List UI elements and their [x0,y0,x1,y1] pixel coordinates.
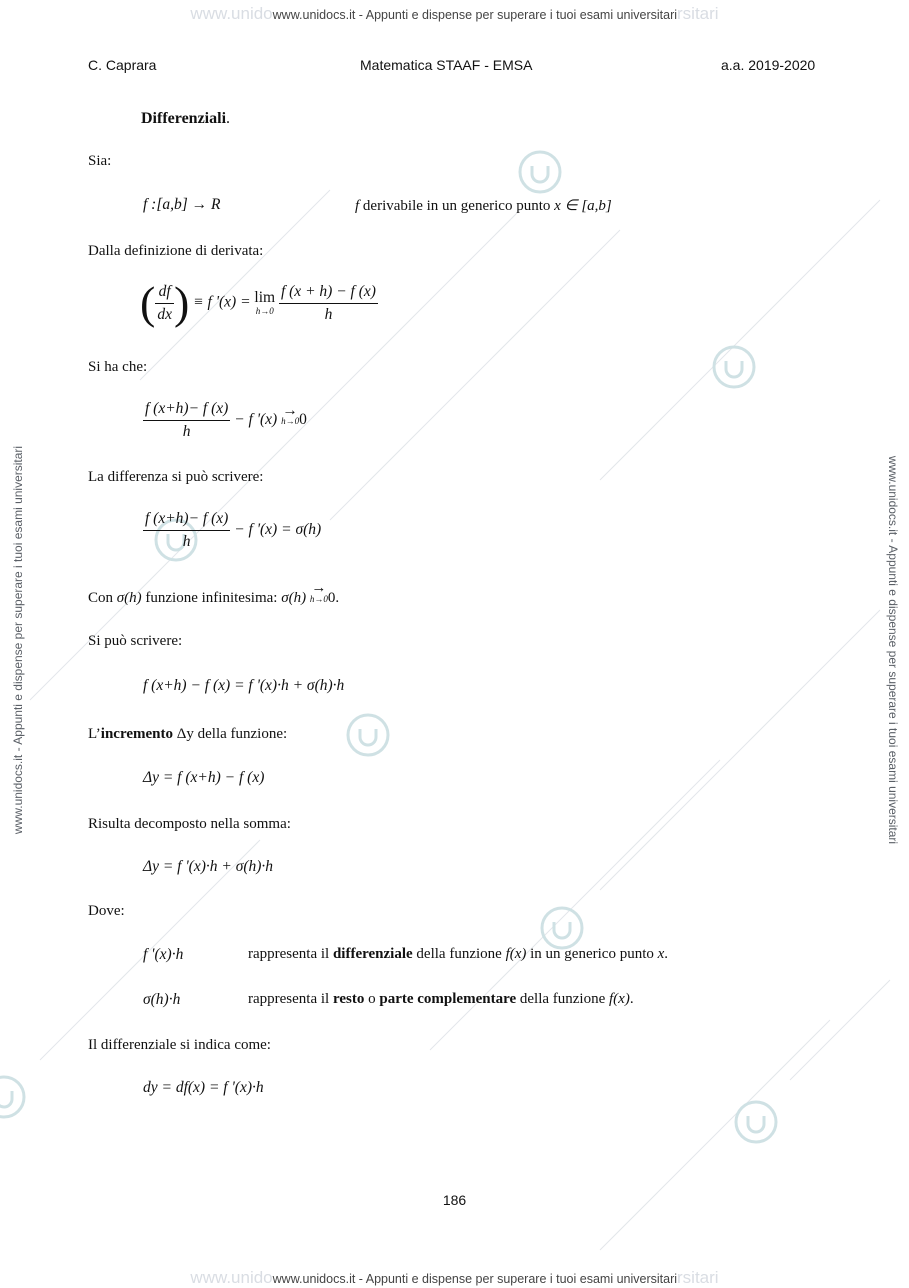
text-incremento: L’incremento Δy della funzione: [88,726,288,742]
formula-increment: f (x+h) − f (x) = f '(x)·h + σ(h)·h [143,677,345,694]
watermark-top [0,4,909,24]
decor-line [600,1020,830,1250]
watermark-logo-icon [736,1102,776,1142]
decor-line [600,610,880,890]
watermark-ghost-right: rsitari [677,1268,719,1287]
watermark-left: www.unidocs.it - Appunti e dispense per superare i tuoi esami universitari [11,445,25,835]
header-year: a.a. 2019-2020 [721,57,816,73]
decor-line [600,200,880,480]
text-resto-def: rappresenta il resto o parte complementare della funzione f(x). [248,991,634,1007]
watermark-text: www.unidocs.it - Appunti e dispense per superare i tuoi esami universitari [272,8,678,22]
page-number: 186 [442,1192,467,1208]
text-si-puo-scrivere: Si può scrivere: [88,633,183,649]
text-dove: Dove: [88,903,125,919]
watermark-ghost-left: www.unido [190,1268,273,1287]
text-si-ha-che: Si ha che: [88,359,148,375]
text-dalla-definizione: Dalla definizione di derivata: [88,243,264,259]
watermark-text: www.unidocs.it - Appunti e dispense per superare i tuoi esami universitari [272,1272,678,1286]
fraction-difference-quotient: $\frac{f (x + h) - f (x)}{h}$ [280,282,376,323]
watermark-bottom [0,1268,909,1288]
watermark-right: www.unidocs.it - Appunti e dispense per superare i tuoi esami universitari [886,455,900,845]
fraction-df-dx: $\frac{df}{dx}$ [157,282,172,323]
text-sia: Sia: [88,153,112,169]
header-author: C. Caprara [88,57,157,73]
watermark-logo-icon [520,152,560,192]
text-la-differenza: La differenza si può scrivere: [88,469,264,485]
section-title: Differenziali. [141,110,231,127]
text-il-differenziale: Il differenziale si indica come: [88,1037,271,1053]
text-differenziale-def: rappresenta il differenziale della funzione f(x) in un generico punto x. [248,946,669,962]
text-con-sigma: Con σ(h) funzione infinitesima: σ(h) → h→0 0. [88,580,340,606]
formula-delta-y-definition: Δy = f (x+h) − f (x) [143,769,265,786]
header-course: Matematica STAAF - EMSA [360,57,533,73]
formula-derivative-definition: ( $\frac{df}{dx}$ ) ≡ f '(x) = lim h→0 $\frac{f (x + h) - f (x)}{h}$ [140,277,376,328]
formula-fprime-h: f '(x)·h [143,946,184,963]
watermark-ghost-right: rsitari [677,4,719,23]
watermark-logo-icon [348,715,388,755]
text-risulta: Risulta decomposto nella somma: [88,816,291,832]
formula-f-domain: f :[a,b] → R [143,196,221,213]
decor-line [790,980,890,1080]
formula-limit-difference: $\frac{f (x+h)- f (x)}{h}$ − f '(x) → h→0 0 [145,400,307,440]
formula-dy-definition: dy = df(x) = f '(x)·h [143,1079,264,1096]
formula-delta-y-sum: Δy = f '(x)·h + σ(h)·h [143,858,274,875]
watermark-ghost-left: www.unido [190,4,273,23]
watermark-logo-icon [542,908,582,948]
formula-sigma-h: σ(h)·h [143,991,181,1008]
decor-line [330,230,620,520]
watermark-logo-icon [0,1077,24,1117]
formula-difference-sigma: $\frac{f (x+h)- f (x)}{h}$ − f '(x) = σ(h) [145,510,322,550]
text-f-derivabile: f derivabile in un generico punto x ∈ [a,b] [355,198,612,214]
watermark-logo-icon [714,347,754,387]
